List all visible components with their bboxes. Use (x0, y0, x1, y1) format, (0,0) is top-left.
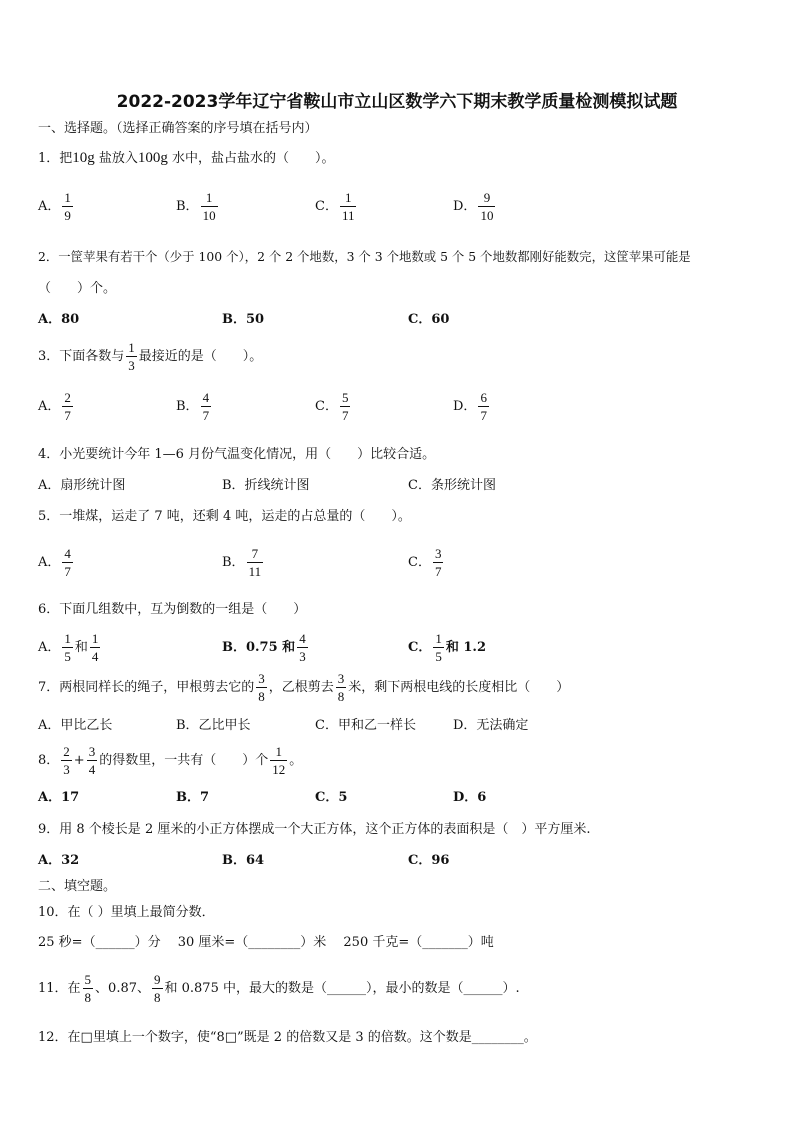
fraction: $\frac{5}{8}$ (84, 972, 92, 1005)
question-3-option-c[interactable]: C． $\frac{5}{7}$ (315, 390, 349, 423)
question-4-option-a[interactable]: A．扇形统计图 (38, 478, 126, 493)
fraction: $\frac{4}{7}$ (64, 546, 71, 579)
question-7-option-a[interactable]: A．甲比乙长 (38, 718, 113, 733)
question-7-stem: 7．两根同样长的绳子，甲根剪去它的 $\frac{3}{8}$ ，乙根剪去 $\frac{3}{8}$ 米，剩下两根电线的长度相比（ ） (38, 671, 570, 704)
question-6-option-b[interactable]: B．0.75 和 $\frac{4}{3}$ (222, 631, 306, 664)
question-5-option-a[interactable]: A． $\frac{4}{7}$ (38, 546, 71, 579)
question-12-stem[interactable]: 12．在□里填上一个数字，使“8□”既是 2 的倍数又是 3 的倍数。这个数是________。 (38, 1030, 537, 1045)
section-fill-heading: 二、填空题。 (38, 879, 117, 894)
question-1-stem: 1．把10g 盐放入100g 水中，盐占盐水的（ ）。 (38, 150, 335, 166)
fraction: $\frac{1}{5}$ (435, 631, 442, 664)
fraction: $\frac{1}{12}$ (272, 744, 286, 777)
question-3-stem: 3．下面各数与 $\frac{1}{3}$ 最接近的是（ ）。 (38, 340, 263, 373)
page-title: 2022-2023学年辽宁省鞍山市立山区数学六下期末教学质量检测模拟试题 (116, 92, 678, 112)
question-5-option-c[interactable]: C． $\frac{3}{7}$ (408, 546, 442, 579)
fraction: $\frac{2}{7}$ (64, 390, 71, 423)
question-9-option-a[interactable]: A．32 (38, 853, 80, 868)
question-8-option-b[interactable]: B．7 (176, 790, 210, 805)
fraction: $\frac{1}{11}$ (341, 190, 355, 223)
question-4-option-c[interactable]: C．条形统计图 (408, 478, 496, 493)
question-9-option-c[interactable]: C．96 (408, 853, 450, 868)
question-1-option-b[interactable]: B． $\frac{1}{10}$ (176, 190, 216, 223)
question-10-blanks[interactable]: 25 秒=（______）分 30 厘米=（________）米 250 千克=（_______）吨 (38, 935, 494, 950)
question-10-stem: 10．在（ ）里填上最简分数． (38, 905, 215, 920)
fraction: $\frac{9}{8}$ (154, 972, 161, 1005)
question-8-option-c[interactable]: C．5 (315, 790, 348, 805)
fraction: $\frac{9}{10}$ (480, 190, 494, 223)
question-1-option-a[interactable]: A． $\frac{1}{9}$ (38, 190, 71, 223)
fraction: $\frac{6}{7}$ (480, 390, 487, 423)
question-2-option-a[interactable]: A．80 (38, 312, 80, 327)
fraction: $\frac{3}{8}$ (337, 671, 345, 704)
fraction: $\frac{4}{3}$ (299, 631, 306, 664)
question-7-option-c[interactable]: C．甲和乙一样长 (315, 718, 416, 733)
fraction: $\frac{3}{7}$ (434, 546, 442, 579)
question-4-stem: 4．小光要统计今年 1—6 月份气温变化情况，用（ ）比较合适。 (38, 447, 436, 462)
question-5-stem: 5．一堆煤，运走了 7 吨，还剩 4 吨，运走的占总量的（ ）。 (38, 509, 411, 524)
question-8-stem: 8． $\frac{2}{3}$ + $\frac{3}{4}$ 的得数里，一共有（ ）个 $\frac{1}{12}$ 。 (38, 744, 303, 777)
question-2-option-b[interactable]: B．50 (222, 312, 265, 327)
question-5-option-b[interactable]: B． $\frac{7}{11}$ (222, 546, 262, 579)
fraction: $\frac{1}{3}$ (128, 340, 135, 373)
question-7-option-b[interactable]: B．乙比甲长 (176, 718, 251, 733)
question-4-option-b[interactable]: B．折线统计图 (222, 478, 310, 493)
question-8-option-d[interactable]: D．6 (453, 790, 487, 805)
question-6-stem: 6．下面几组数中，互为倒数的一组是（ ） (38, 602, 307, 617)
fraction: $\frac{7}{11}$ (248, 546, 262, 579)
section-choice-heading: 一、选择题。（选择正确答案的序号填在括号内） (38, 121, 318, 136)
question-6-option-a[interactable]: A． $\frac{1}{5}$ 和 $\frac{1}{4}$ (38, 631, 99, 664)
question-8-option-a[interactable]: A．17 (38, 790, 80, 805)
fraction: $\frac{1}{5}$ (64, 631, 71, 664)
fraction: $\frac{2}{3}$ (63, 744, 70, 777)
fraction: $\frac{5}{7}$ (341, 390, 349, 423)
question-9-stem: 9．用 8 个棱长是 2 厘米的小正方体摆成一个大正方体，这个正方体的表面积是（ ）平方厘米. (38, 822, 591, 837)
fraction: $\frac{3}{4}$ (88, 744, 96, 777)
question-6-option-c[interactable]: C． $\frac{1}{5}$ 和 1.2 (408, 631, 487, 664)
question-1-option-c[interactable]: C． $\frac{1}{11}$ (315, 190, 355, 223)
question-2-stem-line1: 2．一筐苹果有若干个（少于 100 个），2 个 2 个地数，3 个 3 个地数或 5 个 5 个地数都刚好能数完，这筐苹果可能是 (38, 249, 691, 264)
question-3-option-a[interactable]: A． $\frac{2}{7}$ (38, 390, 71, 423)
fraction: $\frac{1}{4}$ (91, 631, 99, 664)
question-1-option-d[interactable]: D． $\frac{9}{10}$ (453, 190, 494, 223)
question-9-option-b[interactable]: B．64 (222, 853, 265, 868)
fraction: $\frac{1}{10}$ (202, 190, 216, 223)
fraction: $\frac{4}{7}$ (202, 390, 210, 423)
fraction: $\frac{3}{8}$ (258, 671, 265, 704)
question-7-option-d[interactable]: D．无法确定 (453, 718, 529, 733)
question-3-option-b[interactable]: B． $\frac{4}{7}$ (176, 390, 210, 423)
question-3-option-d[interactable]: D． $\frac{6}{7}$ (453, 390, 487, 423)
fraction: $\frac{1}{9}$ (64, 190, 71, 223)
question-11-stem[interactable]: 11．在 $\frac{5}{8}$ 、0.87、 $\frac{9}{8}$ 和 0.875 中，最大的数是（______），最小的数是（______）. (38, 972, 520, 1005)
question-2-stem-line2: （ ）个。 (38, 281, 117, 296)
question-2-option-c[interactable]: C．60 (408, 312, 450, 327)
